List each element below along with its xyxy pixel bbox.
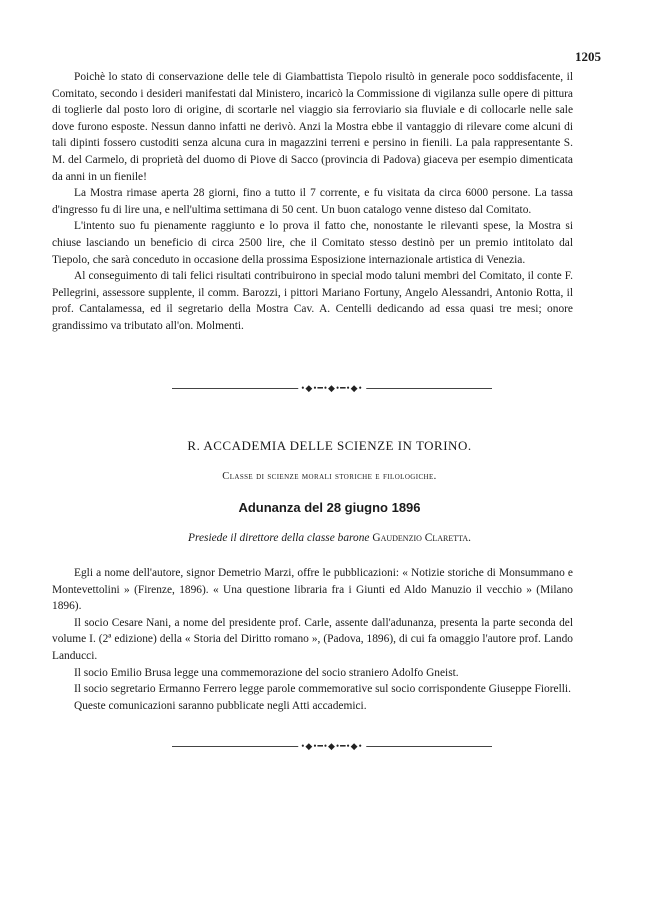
meeting-title: Adunanza del 28 giugno 1896 bbox=[238, 500, 421, 515]
paragraph: Il socio Emilio Brusa legge una commemorazione del socio straniero Adolfo Gneist. bbox=[74, 666, 459, 679]
president-name: Gaudenzio Claretta. bbox=[372, 532, 471, 544]
page-number: 1205 bbox=[575, 49, 601, 64]
paragraph: La Mostra rimase aperta 28 giorni, fino a tutto il 7 corrente, e fu visitata da circa 6000 persone. La tassa d'ingresso fu di lire una, e nell'ultima settimana di 50 cent. Un buon catalogo venne disteso dal Comitato. bbox=[52, 187, 573, 216]
paragraph: Il socio Cesare Nani, a nome del presidente prof. Carle, assente dall'adunanza, presenta la parte seconda del volume I. (2ª edizione) della « Storia del Diritto romano », (Padova, 1896), di cui fa omaggio l'autore prof. Lando Landucci. bbox=[52, 616, 573, 662]
paragraph: Poichè lo stato di conservazione delle tele di Giambattista Tiepolo risultò in generale poco soddisfacente, il Comitato, secondo i desideri manifestati dal Ministero, incaricò la Commissione di vigilanza sulle opere di pittura di toglierle dal posto loro di origine, di scortarle nel viaggio sia ferroviario sia fluviale e di collocarle nelle sale dove furono esposte. Nessun danno infatti ne derivò. Anzi la Mostra ebbe il vantaggio di rilevare come alcuni di tali dipinti fossero custoditi senza alcuna cura in magazzini terreni e persino in fienili. La pala rappresentante S. M. del Carmelo, di proprietà del duomo di Piove di Sacco (provincia di Padova) giaceva per esempio dimenticata da anni in un fienile! bbox=[52, 71, 573, 183]
divider-ornament: •◆•━•◆•━•◆• bbox=[298, 383, 366, 394]
paragraph: Al conseguimento di tali felici risultati contribuirono in special modo taluni membri del Comitato, il conte F. Pellegrini, assessore supplente, il comm. Barozzi, i pittori Mariano Fortuny, Angelo Alessandri, Antonio Rotta, il prof. Cantalamessa, ed il segretario della Mostra Cav. A. Centelli dedicando ad essa quasi tre mesi; onore grandissimo va tributato all'on. Molmenti. bbox=[52, 270, 573, 332]
class-title: Classe di scienze morali storiche e filologiche. bbox=[222, 471, 437, 482]
paragraph: L'intento suo fu pienamente raggiunto e lo prova il fatto che, nonostante le rilevanti spese, la Mostra si chiuse lasciando un beneficio di circa 2500 lire, che il Comitato stesso destinò per un premio intitolato dal Tiepolo, che sarà conceduto in occasione della prossima Esposizione internazionale artistica di Venezia. bbox=[52, 220, 573, 266]
divider-ornament: •◆•━•◆•━•◆• bbox=[298, 741, 366, 752]
president-line bbox=[0, 532, 659, 544]
academy-title: R. ACCADEMIA DELLE SCIENZE IN TORINO. bbox=[187, 438, 472, 453]
meeting-minutes bbox=[52, 565, 573, 714]
paragraph: Queste comunicazioni saranno pubblicate negli Atti accademici. bbox=[74, 699, 367, 712]
section-divider bbox=[172, 384, 492, 394]
paragraph: Egli a nome dell'autore, signor Demetrio Marzi, offre le pubblicazioni: « Notizie storiche di Monsummano e Montevettolini » (Firenze, 1896). « Una questione libraria fra i Giunti ed Aldo Manuzio il vecchio » (Milano 1896). bbox=[52, 567, 573, 613]
president-prefix: Presiede il direttore della classe barone bbox=[188, 532, 370, 544]
end-divider bbox=[172, 742, 492, 752]
paragraph: Il socio segretario Ermanno Ferrero legge parole commemorative sul socio corrispondente Giuseppe Fiorelli. bbox=[74, 683, 571, 696]
exhibition-report bbox=[52, 69, 573, 335]
